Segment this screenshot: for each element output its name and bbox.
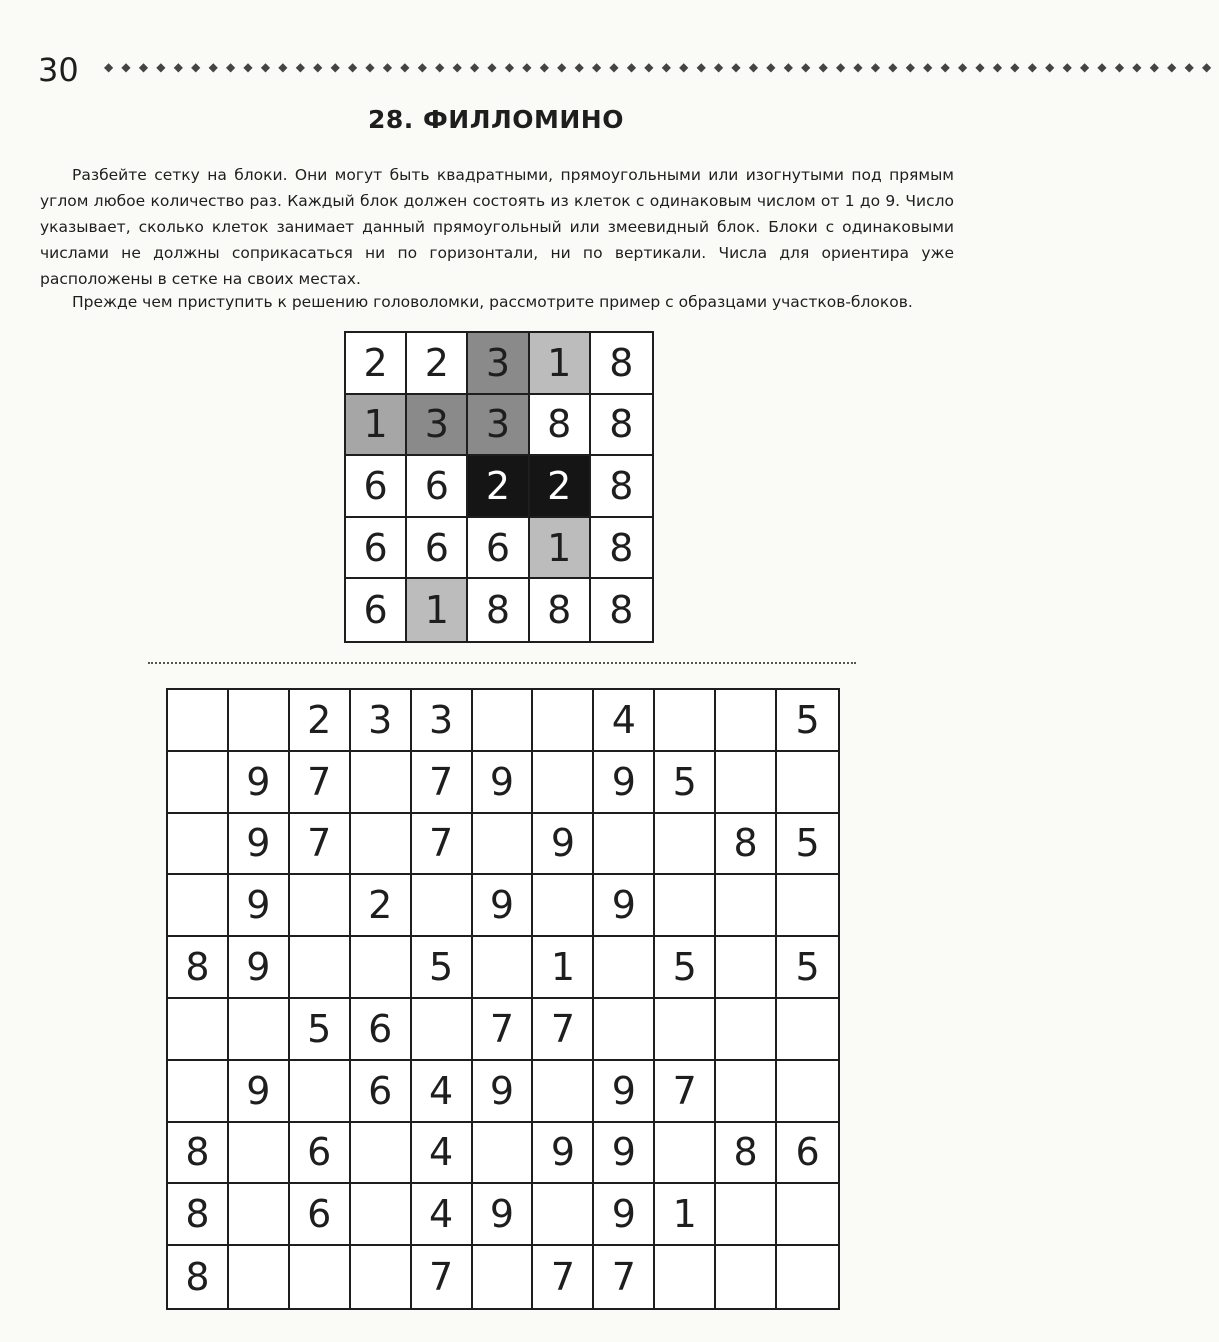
puzzle-cell: 9 bbox=[594, 1184, 655, 1246]
puzzle-cell bbox=[473, 814, 534, 876]
example-cell: 6 bbox=[346, 579, 407, 641]
puzzle-cell bbox=[777, 1061, 838, 1123]
puzzle-cell: 9 bbox=[229, 814, 290, 876]
example-cell: 2 bbox=[530, 456, 591, 518]
puzzle-cell: 9 bbox=[473, 875, 534, 937]
puzzle-cell: 9 bbox=[594, 1061, 655, 1123]
example-cell: 6 bbox=[407, 518, 468, 580]
puzzle-cell bbox=[229, 1246, 290, 1308]
example-cell: 8 bbox=[468, 579, 529, 641]
puzzle-cell: 7 bbox=[290, 752, 351, 814]
puzzle-cell bbox=[351, 1123, 412, 1185]
puzzle-cell bbox=[533, 1184, 594, 1246]
puzzle-cell: 9 bbox=[533, 1123, 594, 1185]
puzzle-cell: 8 bbox=[716, 1123, 777, 1185]
puzzle-cell bbox=[290, 1061, 351, 1123]
puzzle-cell: 7 bbox=[412, 814, 473, 876]
puzzle-cell bbox=[777, 752, 838, 814]
puzzle-cell: 2 bbox=[351, 875, 412, 937]
puzzle-cell bbox=[473, 1246, 534, 1308]
puzzle-cell bbox=[351, 937, 412, 999]
puzzle-cell bbox=[533, 752, 594, 814]
example-cell: 6 bbox=[346, 518, 407, 580]
puzzle-grid bbox=[166, 688, 840, 1310]
puzzle-cell bbox=[290, 1246, 351, 1308]
puzzle-cell: 6 bbox=[290, 1123, 351, 1185]
puzzle-cell: 8 bbox=[168, 937, 229, 999]
example-cell: 1 bbox=[530, 333, 591, 395]
puzzle-cell bbox=[412, 999, 473, 1061]
puzzle-cell: 7 bbox=[290, 814, 351, 876]
example-cell: 8 bbox=[591, 395, 652, 457]
puzzle-cell bbox=[777, 1184, 838, 1246]
puzzle-cell bbox=[168, 690, 229, 752]
puzzle-cell bbox=[716, 752, 777, 814]
puzzle-cell: 5 bbox=[777, 937, 838, 999]
puzzle-cell: 9 bbox=[229, 937, 290, 999]
puzzle-cell bbox=[351, 1184, 412, 1246]
example-cell: 3 bbox=[407, 395, 468, 457]
example-cell: 8 bbox=[591, 333, 652, 395]
puzzle-cell bbox=[716, 690, 777, 752]
example-cell: 8 bbox=[530, 579, 591, 641]
puzzle-cell: 5 bbox=[777, 814, 838, 876]
puzzle-cell: 8 bbox=[168, 1246, 229, 1308]
puzzle-cell bbox=[168, 814, 229, 876]
puzzle-cell: 5 bbox=[655, 752, 716, 814]
puzzle-cell bbox=[229, 1123, 290, 1185]
puzzle-cell bbox=[533, 875, 594, 937]
puzzle-cell: 6 bbox=[290, 1184, 351, 1246]
puzzle-cell bbox=[716, 1061, 777, 1123]
example-cell: 6 bbox=[407, 456, 468, 518]
puzzle-cell bbox=[594, 937, 655, 999]
puzzle-cell bbox=[533, 690, 594, 752]
puzzle-cell bbox=[716, 937, 777, 999]
puzzle-cell: 3 bbox=[351, 690, 412, 752]
example-cell: 1 bbox=[346, 395, 407, 457]
example-intro-paragraph: Прежде чем приступить к решению головоломки, рассмотрите пример с образцами участков-блоков. bbox=[72, 293, 913, 311]
puzzle-cell bbox=[716, 999, 777, 1061]
puzzle-cell: 7 bbox=[533, 999, 594, 1061]
puzzle-cell: 1 bbox=[533, 937, 594, 999]
puzzle-cell: 3 bbox=[412, 690, 473, 752]
section-divider bbox=[148, 662, 856, 664]
puzzle-cell: 7 bbox=[533, 1246, 594, 1308]
example-cell: 2 bbox=[407, 333, 468, 395]
puzzle-cell: 9 bbox=[229, 752, 290, 814]
example-cell: 6 bbox=[346, 456, 407, 518]
puzzle-cell: 7 bbox=[594, 1246, 655, 1308]
puzzle-cell: 7 bbox=[412, 752, 473, 814]
puzzle-cell: 8 bbox=[168, 1184, 229, 1246]
puzzle-cell bbox=[594, 999, 655, 1061]
puzzle-cell bbox=[716, 1184, 777, 1246]
example-cell: 8 bbox=[591, 456, 652, 518]
puzzle-cell: 9 bbox=[533, 814, 594, 876]
puzzle-cell bbox=[229, 690, 290, 752]
puzzle-cell bbox=[655, 999, 716, 1061]
instructions-paragraph: Разбейте сетку на блоки. Они могут быть квадратными, прямоугольными или изогнутыми под прямым углом любое количество раз. Каждый блок должен состоять из клеток с одинаковым числом от 1 до 9. Число указывает, сколько клеток занимает данный прямоугольный или змеевидный блок. Блоки с одинаковыми числами не должны соприкасаться ни по горизонтали, ни по вертикали. Числа для ориентира уже расположены в сетке на своих местах. bbox=[40, 166, 954, 288]
puzzle-cell: 1 bbox=[655, 1184, 716, 1246]
example-cell: 8 bbox=[591, 579, 652, 641]
puzzle-cell bbox=[716, 1246, 777, 1308]
page-title: 28. ФИЛЛОМИНО bbox=[368, 105, 624, 134]
puzzle-cell bbox=[777, 999, 838, 1061]
puzzle-cell bbox=[655, 690, 716, 752]
example-cell: 1 bbox=[530, 518, 591, 580]
puzzle-cell: 6 bbox=[351, 1061, 412, 1123]
puzzle-cell bbox=[533, 1061, 594, 1123]
puzzle-cell: 5 bbox=[412, 937, 473, 999]
puzzle-cell: 9 bbox=[473, 752, 534, 814]
example-cell: 8 bbox=[591, 518, 652, 580]
puzzle-cell bbox=[655, 875, 716, 937]
puzzle-cell bbox=[777, 1246, 838, 1308]
puzzle-cell: 7 bbox=[473, 999, 534, 1061]
puzzle-cell: 4 bbox=[412, 1061, 473, 1123]
puzzle-cell: 8 bbox=[716, 814, 777, 876]
puzzle-cell bbox=[168, 999, 229, 1061]
puzzle-cell: 7 bbox=[655, 1061, 716, 1123]
page-number: 30 bbox=[38, 51, 79, 89]
puzzle-cell bbox=[229, 999, 290, 1061]
example-cell: 1 bbox=[407, 579, 468, 641]
puzzle-cell bbox=[655, 814, 716, 876]
puzzle-cell: 7 bbox=[412, 1246, 473, 1308]
puzzle-cell bbox=[168, 1061, 229, 1123]
example-cell: 8 bbox=[530, 395, 591, 457]
puzzle-cell bbox=[655, 1123, 716, 1185]
puzzle-cell: 4 bbox=[594, 690, 655, 752]
puzzle-cell bbox=[229, 1184, 290, 1246]
puzzle-cell: 4 bbox=[412, 1123, 473, 1185]
puzzle-cell: 5 bbox=[777, 690, 838, 752]
puzzle-cell: 2 bbox=[290, 690, 351, 752]
puzzle-cell bbox=[473, 937, 534, 999]
puzzle-cell bbox=[168, 752, 229, 814]
example-cell: 2 bbox=[468, 456, 529, 518]
puzzle-cell bbox=[412, 875, 473, 937]
puzzle-cell: 9 bbox=[229, 875, 290, 937]
puzzle-cell: 9 bbox=[473, 1061, 534, 1123]
puzzle-cell: 6 bbox=[351, 999, 412, 1061]
puzzle-cell bbox=[168, 875, 229, 937]
puzzle-cell bbox=[473, 1123, 534, 1185]
puzzle-cell bbox=[351, 752, 412, 814]
puzzle-cell: 9 bbox=[594, 875, 655, 937]
puzzle-cell: 5 bbox=[290, 999, 351, 1061]
puzzle-cell bbox=[777, 875, 838, 937]
example-cell: 3 bbox=[468, 333, 529, 395]
puzzle-cell: 9 bbox=[594, 752, 655, 814]
example-cell: 2 bbox=[346, 333, 407, 395]
puzzle-cell: 9 bbox=[229, 1061, 290, 1123]
puzzle-cell: 6 bbox=[777, 1123, 838, 1185]
puzzle-cell: 8 bbox=[168, 1123, 229, 1185]
puzzle-cell bbox=[290, 875, 351, 937]
example-cell: 3 bbox=[468, 395, 529, 457]
puzzle-cell bbox=[716, 875, 777, 937]
puzzle-cell: 9 bbox=[473, 1184, 534, 1246]
puzzle-cell bbox=[351, 1246, 412, 1308]
puzzle-cell: 9 bbox=[594, 1123, 655, 1185]
header-dotted-rule: ◆◆◆◆◆◆◆◆◆◆◆◆◆◆◆◆◆◆◆◆◆◆◆◆◆◆◆◆◆◆◆◆◆◆◆◆◆◆◆◆◆◆◆◆◆◆◆◆◆◆◆◆◆◆◆◆◆◆◆◆◆◆◆◆ bbox=[104, 60, 1219, 74]
puzzle-cell: 5 bbox=[655, 937, 716, 999]
puzzle-cell: 4 bbox=[412, 1184, 473, 1246]
puzzle-cell bbox=[473, 690, 534, 752]
puzzle-cell bbox=[594, 814, 655, 876]
puzzle-cell bbox=[290, 937, 351, 999]
example-grid bbox=[344, 331, 654, 643]
puzzle-cell bbox=[351, 814, 412, 876]
puzzle-cell bbox=[655, 1246, 716, 1308]
example-cell: 6 bbox=[468, 518, 529, 580]
